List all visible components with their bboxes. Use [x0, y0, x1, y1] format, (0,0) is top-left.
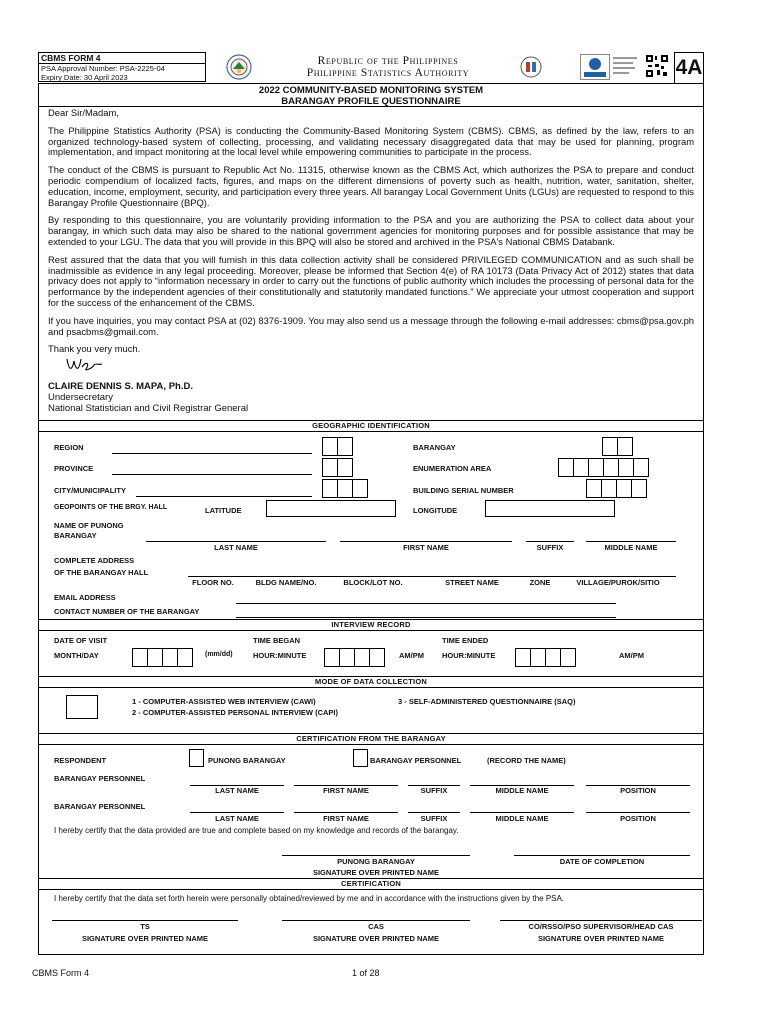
barangay-code-boxes[interactable] [602, 437, 632, 456]
letter-paragraph: Rest assured that the data that you will furnish in this data collection activity shall be considered PRIVILEGED COMMUNICATION and as such shall be inadmissible as evidence in any legal proceeding. Moreover, please be informed that Section 4(e) of RA 10173 (Data Privacy Act of 2012) states that data privacy does not apply to “information necessary in order to carry out the functions of public authority which includes the processing of personal data for the performance by the independent agencies of their constitutionally and statutorily mandated functions.” We appreciate your utmost cooperation and support for the success of the enhancement of the CBMS. [48, 253, 694, 308]
letter-paragraph: The conduct of the CBMS is pursuant to Republic Act No. 11315, otherwise known as the CBMS Act, which authorizes the PSA to prepare and conduct periodic compendium of localized facts, figures, and maps on the different dimensions of poverty such as health, nutrition, water, sanitation, shelter, education, income, employment, security, and participation every three years. All barangay Local Government Units (LGUs) are requested to respond to this Barangay Profile Questionnaire (BPQ). [48, 164, 694, 208]
cas-signature-printed-caption: SIGNATURE OVER PRINTED NAME [312, 934, 440, 943]
expiry-date: Expiry Date: 30 April 2023 [41, 73, 128, 82]
cover-letter [48, 108, 694, 362]
mmdd-hint: (mm/dd) [205, 651, 233, 658]
psa-logo [226, 54, 252, 80]
enumeration-area-boxes[interactable] [558, 458, 648, 477]
enumeration-area-label: ENUMERATION AREA [413, 464, 492, 473]
form-id-box [38, 52, 206, 82]
ts-signature-printed-caption: SIGNATURE OVER PRINTED NAME [81, 934, 209, 943]
cas-caption: CAS [368, 922, 384, 931]
punong-suffix-field[interactable] [526, 541, 574, 542]
signature-printed-caption: SIGNATURE OVER PRINTED NAME [312, 868, 440, 877]
cas-signature-line[interactable] [282, 920, 470, 921]
time-began-boxes[interactable] [324, 648, 384, 667]
signatory-name: CLAIRE DENNIS S. MAPA, Ph.D. [48, 381, 193, 392]
record-name-hint: (RECORD THE NAME) [487, 756, 566, 765]
last-name-caption: LAST NAME [214, 543, 258, 552]
section-mode-of-data-collection: MODE OF DATA COLLECTION [38, 676, 704, 688]
mode-option-saq: 3 - SELF-ADMINISTERED QUESTIONNAIRE (SAQ) [398, 697, 576, 706]
management-system-note-icon [612, 55, 640, 77]
time-ended-label: TIME ENDED [442, 636, 489, 645]
signature-image [64, 353, 104, 375]
time-ended-boxes[interactable] [515, 648, 575, 667]
first-name-caption: FIRST NAME [323, 786, 369, 795]
barangay-certification-statement: I hereby certify that the data provided are true and complete based on my knowledge and records of the barangay. [54, 826, 459, 835]
salutation: Dear Sir/Madam, [48, 107, 119, 118]
qr-code-icon [645, 54, 669, 78]
longitude-label: LONGITUDE [413, 506, 458, 515]
personnel-option-label: BARANGAY PERSONNEL [370, 756, 462, 765]
form-name: CBMS FORM 4 [39, 53, 205, 64]
section-geographic-identification: GEOGRAPHIC IDENTIFICATION [38, 420, 704, 432]
republic-text: Republic of the Philippines [317, 55, 459, 67]
respondent-label: RESPONDENT [54, 756, 107, 765]
punong-option-label: PUNONG BARANGAY [208, 756, 286, 765]
middle-name-caption: MIDDLE NAME [495, 786, 549, 795]
personnel2-first-field[interactable] [294, 812, 398, 813]
form-code: 4A [675, 56, 703, 79]
last-name-caption: LAST NAME [215, 814, 259, 823]
form-code-box [674, 52, 704, 84]
contact-label: CONTACT NUMBER OF THE BARANGAY [54, 607, 200, 616]
time-began-ampm-label: AM/PM [399, 651, 424, 660]
mode-option-cawi: 1 - COMPUTER-ASSISTED WEB INTERVIEW (CAWI) [132, 697, 316, 706]
floor-caption: FLOOR NO. [192, 578, 234, 587]
region-label: REGION [54, 443, 84, 452]
time-began-label: TIME BEGAN [253, 636, 301, 645]
section-certification: CERTIFICATION [38, 878, 704, 890]
first-name-caption: FIRST NAME [403, 543, 449, 552]
name-punong-label: BARANGAY [54, 531, 97, 540]
middle-name-caption: MIDDLE NAME [604, 543, 658, 552]
address-label: COMPLETE ADDRESS [54, 556, 135, 565]
punong-last-name-field[interactable] [146, 541, 326, 542]
agency-text: Philippine Statistics Authority [306, 67, 470, 79]
region-field[interactable] [112, 453, 312, 454]
signatory-title: National Statistician and Civil Registrar General [48, 403, 249, 414]
punong-first-name-field[interactable] [340, 541, 512, 542]
letter-paragraph: By responding to this questionnaire, you are voluntarily providing information to the PSA and you are authorizing the PSA to collect data about your barangay, in which such data may also be shared to the national government agencies for monitoring purposes and for possible assistance that may be extended to your LGU. The data that you will provide in this BPQ will also be stored and archived in the PSA's National CBMS Databank. [48, 214, 694, 247]
punong-signature-caption: PUNONG BARANGAY [337, 857, 415, 866]
bldg-caption: BLDG NAME/NO. [255, 578, 317, 587]
approval-number: PSA Approval Number: PSA-2225-04 [41, 64, 165, 73]
city-code-boxes[interactable] [322, 479, 367, 498]
village-caption: VILLAGE/PUROK/SITIO [576, 578, 660, 587]
page-number: 1 of 28 [352, 968, 380, 978]
province-label: PROVINCE [54, 464, 94, 473]
province-code-boxes[interactable] [322, 458, 352, 477]
letter-paragraph: The Philippine Statistics Authority (PSA) is conducting the Community-Based Monitoring System (CBMS). CBMS, as defined by the law, refers to an organized technology-based system of collecting, processing, and validating necessary disaggregated data that may be used for planning, program implementation, and impact monitoring at the local level while empowering communities to participate in the process. [48, 124, 694, 158]
mode-answer-box[interactable] [66, 695, 98, 719]
zone-caption: ZONE [529, 578, 551, 587]
letter-paragraph: If you have inquiries, you may contact PSA at (02) 8376-1909. You may also send us a message through the following e-mail addresses: cbms@psa.gov.ph and psacbms@gmail.com. [48, 314, 694, 337]
footer-form-name: CBMS Form 4 [32, 968, 90, 978]
ts-caption: TS [140, 922, 150, 931]
certification-statement: I hereby certify that the data set forth herein were personally obtained/reviewed by me and in accordance with the instructions given by the PSA. [54, 894, 565, 903]
personnel2-middle-field[interactable] [470, 812, 574, 813]
section-interview-record: INTERVIEW RECORD [38, 619, 704, 631]
personnel-label-2: BARANGAY PERSONNEL [54, 802, 146, 811]
personnel2-position-field[interactable] [586, 812, 690, 813]
position-caption: POSITION [620, 786, 656, 795]
section-certification-barangay: CERTIFICATION FROM THE BARANGAY [38, 733, 704, 745]
last-name-caption: LAST NAME [215, 786, 259, 795]
personnel-checkbox[interactable] [353, 749, 368, 767]
longitude-input[interactable] [485, 500, 615, 517]
street-caption: STREET NAME [445, 578, 499, 587]
suffix-caption: SUFFIX [536, 543, 564, 552]
name-punong-label: NAME OF PUNONG [54, 521, 124, 530]
divider [38, 106, 704, 107]
date-visit-label: DATE OF VISIT [54, 636, 108, 645]
signatory-title: Undersecretary [48, 392, 113, 403]
personnel-label-1: BARANGAY PERSONNEL [54, 774, 146, 783]
block-caption: BLOCK/LOT NO. [343, 578, 403, 587]
punong-middle-name-field[interactable] [586, 541, 676, 542]
supervisor-caption: CO/RSSO/PSO SUPERVISOR/HEAD CAS [528, 922, 674, 931]
tuv-certification-badge [580, 54, 610, 80]
email-label: EMAIL ADDRESS [54, 593, 116, 602]
time-began-hour-label: HOUR:MINUTE [253, 651, 307, 660]
latitude-label: LATITUDE [205, 506, 242, 515]
region-code-boxes[interactable] [322, 437, 352, 456]
cbms-seal [520, 56, 542, 78]
supervisor-signature-printed-caption: SIGNATURE OVER PRINTED NAME [537, 934, 665, 943]
form-title-line2: BARANGAY PROFILE QUESTIONNAIRE [281, 96, 461, 107]
middle-name-caption: MIDDLE NAME [495, 814, 549, 823]
latitude-input[interactable] [266, 500, 396, 517]
first-name-caption: FIRST NAME [323, 814, 369, 823]
punong-checkbox[interactable] [189, 749, 204, 767]
time-ended-hour-label: HOUR:MINUTE [442, 651, 496, 660]
personnel2-suffix-field[interactable] [408, 812, 460, 813]
date-completion-caption: DATE OF COMPLETION [559, 857, 645, 866]
form-title-line1: 2022 COMMUNITY-BASED MONITORING SYSTEM [258, 85, 484, 96]
position-caption: POSITION [620, 814, 656, 823]
city-field[interactable] [136, 496, 312, 497]
ts-signature-line[interactable] [52, 920, 238, 921]
mode-option-capi: 2 - COMPUTER-ASSISTED PERSONAL INTERVIEW (CAPI) [132, 708, 338, 717]
closing: Thank you very much. [48, 343, 141, 355]
month-day-label: MONTH/DAY [54, 651, 99, 660]
email-field[interactable] [236, 603, 616, 604]
barangay-label: BARANGAY [413, 443, 456, 452]
personnel2-last-field[interactable] [190, 812, 284, 813]
supervisor-signature-line[interactable] [500, 920, 702, 921]
city-label: CITY/MUNICIPALITY [54, 486, 126, 495]
date-completion-line[interactable] [514, 855, 690, 856]
visit-date-boxes[interactable] [132, 648, 192, 667]
time-ended-ampm-label: AM/PM [619, 651, 644, 660]
suffix-caption: SUFFIX [420, 786, 448, 795]
province-field[interactable] [112, 474, 312, 475]
punong-signature-line[interactable] [282, 855, 470, 856]
contact-field[interactable] [236, 617, 616, 618]
geopoints-label: GEOPOINTS OF THE BRGY. HALL [54, 504, 168, 511]
building-serial-boxes[interactable] [586, 479, 646, 498]
address-label: OF THE BARANGAY HALL [54, 568, 149, 577]
suffix-caption: SUFFIX [420, 814, 448, 823]
building-serial-label: BUILDING SERIAL NUMBER [413, 486, 514, 495]
address-field[interactable] [188, 576, 676, 577]
